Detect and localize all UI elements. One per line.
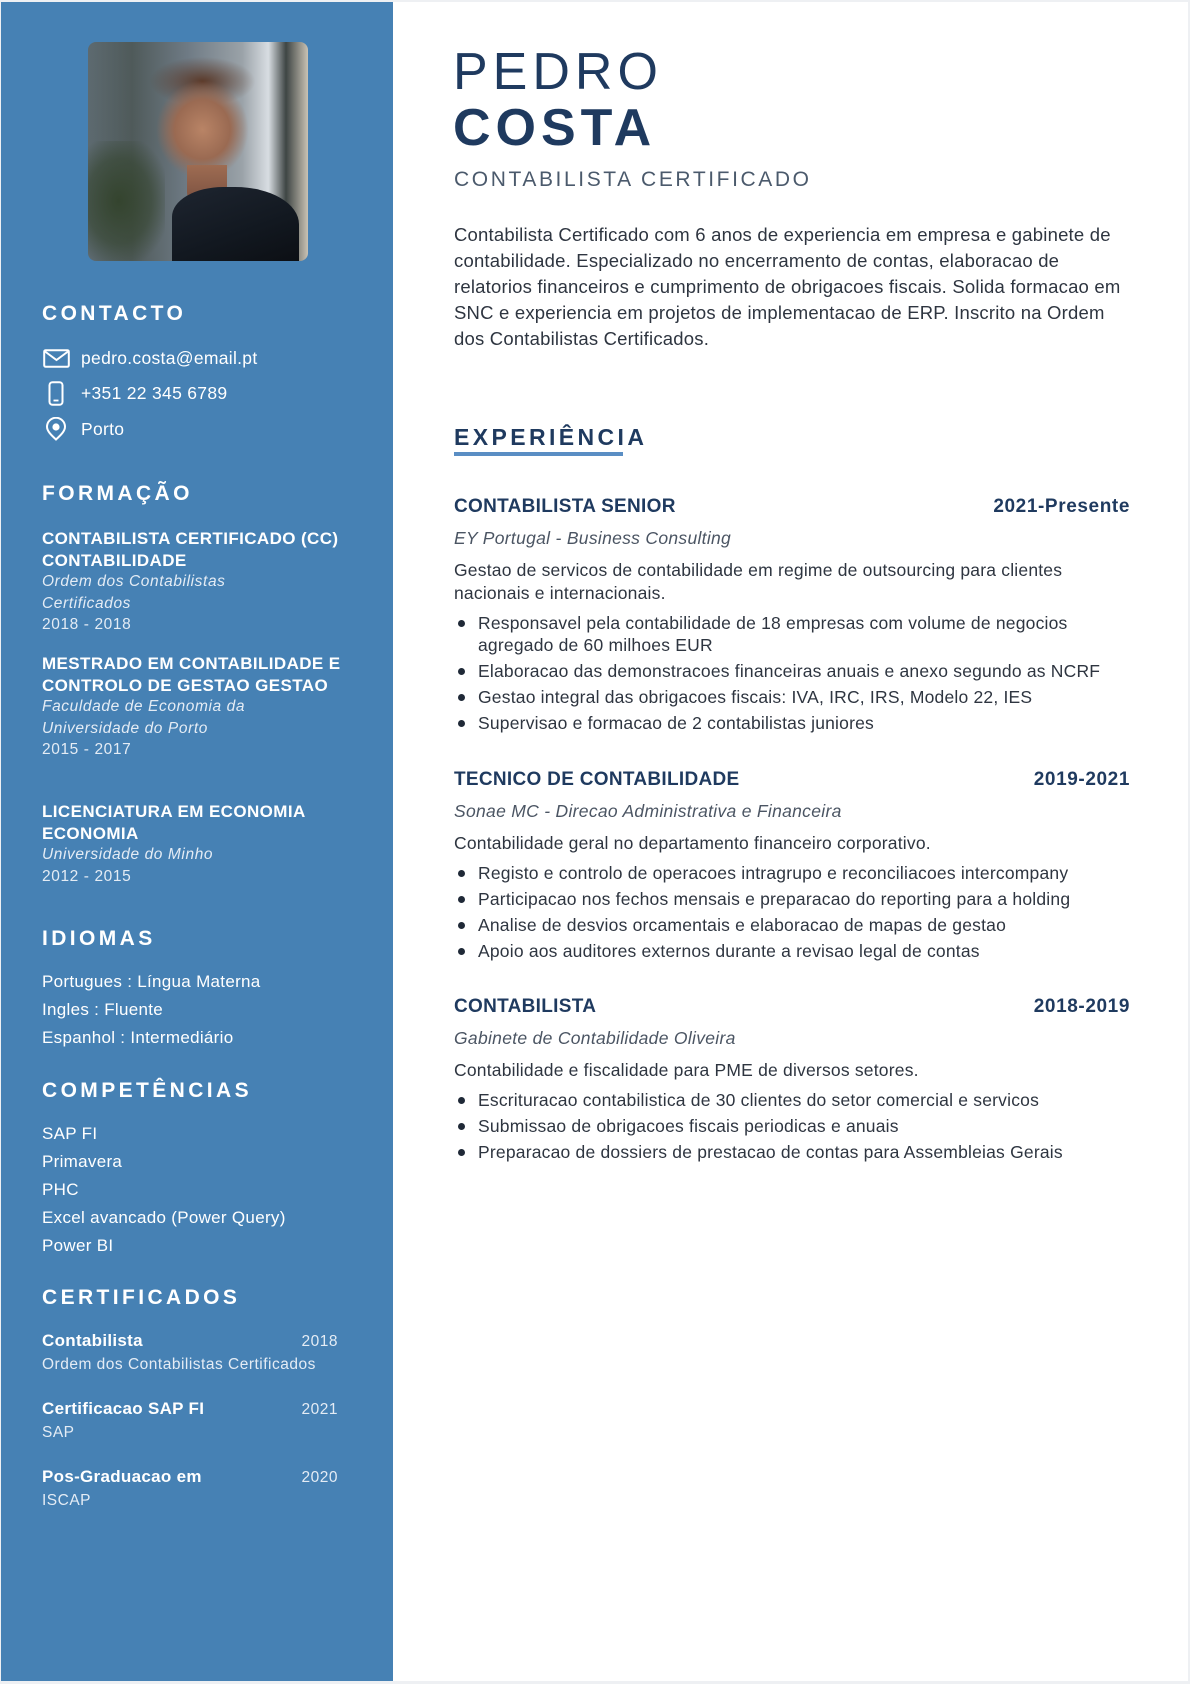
bullet-item: Gestao integral das obrigacoes fiscais: IVA, IRC, IRS, Modelo 22, IES: [454, 686, 1130, 708]
certificates-section-title: CERTIFICADOS: [42, 1286, 241, 1309]
education-degree: CONTABILISTA CERTIFICADO (CC) CONTABILIDADE: [42, 529, 339, 570]
profile-summary: Contabilista Certificado com 6 anos de experiencia em empresa e gabinete de contabilidade. Especializado no encerramento de contas, elaboracao de relatorios financeiros e cumprimento de obrigacoes fiscais. Solida formacao em SNC e experiencia em projetos de implementacao de ERP. Inscrito na Ordem dos Contabilistas Certificados.: [454, 224, 1121, 349]
bullet-item: Registo e controlo de operacoes intragrupo e reconciliacoes intercompany: [454, 862, 1130, 884]
last-name: COSTA: [453, 99, 657, 157]
contact-phone[interactable]: [42, 382, 227, 404]
certificate-year: 2018: [301, 1333, 338, 1350]
bullet-item: Apoio aos auditores externos durante a revisao legal de contas: [454, 940, 1130, 962]
job-entry: [454, 996, 1130, 1167]
mail-icon: [42, 347, 70, 369]
phone-icon: [42, 382, 70, 404]
section-underline: [454, 452, 623, 456]
photo-background-plant: [88, 141, 165, 261]
certificate-name: Certificacao SAP FI: [42, 1399, 205, 1418]
certificate-year: 2020: [301, 1469, 338, 1486]
location-pin-icon: [42, 418, 70, 440]
job-entry-bullets: [454, 612, 1130, 734]
education-degree: LICENCIATURA EM ECONOMIA ECONOMIA: [42, 802, 306, 843]
education-degree: MESTRADO EM CONTABILIDADE E CONTROLO DE GESTAO GESTAO: [42, 654, 341, 695]
education-item: [42, 528, 362, 636]
job-entry-title: TECNICO DE CONTABILIDADE: [454, 769, 740, 790]
job-entry-title: CONTABILISTA: [454, 996, 597, 1017]
education-item: [42, 653, 362, 761]
job-entry-company: Sonae MC - Direcao Administrativa e Financeira: [454, 801, 842, 821]
languages-list: [42, 968, 261, 1052]
bullet-item: Analise de desvios orcamentais e elaboracao de mapas de gestao: [454, 914, 1130, 936]
skills-section-title: COMPETÊNCIAS: [42, 1079, 252, 1102]
experience-section-title: EXPERIÊNCIA: [454, 424, 648, 450]
certificate-issuer: Ordem dos Contabilistas Certificados: [42, 1356, 316, 1373]
job-entry-description: Contabilidade geral no departamento financeiro corporativo.: [454, 833, 931, 853]
sidebar: [1, 2, 393, 1681]
job-entry-company: Gabinete de Contabilidade Oliveira: [454, 1028, 736, 1048]
job-entry-description: Contabilidade e fiscalidade para PME de diversos setores.: [454, 1060, 919, 1080]
education-years: 2015 - 2017: [42, 741, 132, 758]
languages-section-title: IDIOMAS: [42, 927, 156, 950]
contact-email[interactable]: [42, 347, 258, 369]
bullet-item: Escrituracao contabilistica de 30 clientes do setor comercial e servicos: [454, 1089, 1130, 1111]
certificate-item: [42, 1399, 338, 1442]
bullet-item: Responsavel pela contabilidade de 18 empresas com volume de negocios agregado de 60 milhoes EUR: [454, 612, 1130, 656]
skill-item: Power BI: [42, 1236, 114, 1255]
bullet-item: Supervisao e formacao de 2 contabilistas juniores: [454, 712, 1130, 734]
education-section-title: FORMAÇÃO: [42, 482, 193, 505]
certificate-name: Pos-Graduacao em: [42, 1467, 202, 1486]
certificate-name: Contabilista: [42, 1331, 143, 1350]
language-item: Portugues : Língua Materna: [42, 972, 261, 991]
job-entry: [454, 769, 1130, 966]
education-item: [42, 801, 362, 887]
skill-item: Excel avancado (Power Query): [42, 1208, 286, 1227]
skill-item: SAP FI: [42, 1124, 98, 1143]
skill-item: PHC: [42, 1180, 79, 1199]
certificate-year: 2021: [301, 1401, 338, 1418]
job-entry-company: EY Portugal - Business Consulting: [454, 528, 732, 548]
education-institution: Faculdade de Economia da Universidade do Porto: [42, 698, 246, 737]
job-entry-dates: 2018-2019: [1033, 996, 1130, 1017]
bullet-item: Submissao de obrigacoes fiscais periodicas e anuais: [454, 1115, 1130, 1137]
profile-photo: [88, 42, 308, 261]
skill-item: Primavera: [42, 1152, 123, 1171]
education-years: 2018 - 2018: [42, 616, 132, 633]
job-entry: [454, 496, 1130, 738]
certificate-item: [42, 1331, 338, 1374]
job-entry-dates: 2021-Presente: [993, 496, 1130, 517]
certificate-item: [42, 1467, 338, 1510]
contact-phone-text: +351 22 345 6789: [81, 382, 228, 403]
job-entry-bullets: [454, 1089, 1130, 1163]
language-item: Ingles : Fluente: [42, 1000, 164, 1019]
job-entry-title: CONTABILISTA SENIOR: [454, 496, 676, 517]
certificate-issuer: ISCAP: [42, 1492, 92, 1509]
contact-location-text: Porto: [81, 418, 125, 439]
education-institution: Universidade do Minho: [42, 846, 214, 863]
contact-section-title: CONTACTO: [42, 302, 187, 325]
contact-location: [42, 418, 124, 440]
education-years: 2012 - 2015: [42, 867, 132, 885]
skills-list: [42, 1120, 286, 1260]
job-title: CONTABILISTA CERTIFICADO: [454, 168, 812, 191]
education-institution: Ordem dos Contabilistas Certificados: [42, 573, 226, 612]
bullet-item: Elaboracao das demonstracoes financeiras anuais e anexo segundo as NCRF: [454, 660, 1130, 682]
job-entry-dates: 2019-2021: [1033, 769, 1130, 790]
resume-page: [1, 2, 1188, 1681]
contact-email-text: pedro.costa@email.pt: [81, 347, 258, 368]
language-item: Espanhol : Intermediário: [42, 1028, 234, 1047]
first-name: PEDRO: [453, 43, 663, 101]
job-entry-description: Gestao de servicos de contabilidade em regime de outsourcing para clientes nacionais e internacionais.: [454, 560, 1063, 603]
photo-shirt: [172, 187, 300, 261]
bullet-item: Preparacao de dossiers de prestacao de contas para Assembleias Gerais: [454, 1141, 1130, 1163]
certificate-issuer: SAP: [42, 1424, 75, 1441]
bullet-item: Participacao nos fechos mensais e preparacao do reporting para a holding: [454, 888, 1130, 910]
job-entry-bullets: [454, 862, 1130, 962]
